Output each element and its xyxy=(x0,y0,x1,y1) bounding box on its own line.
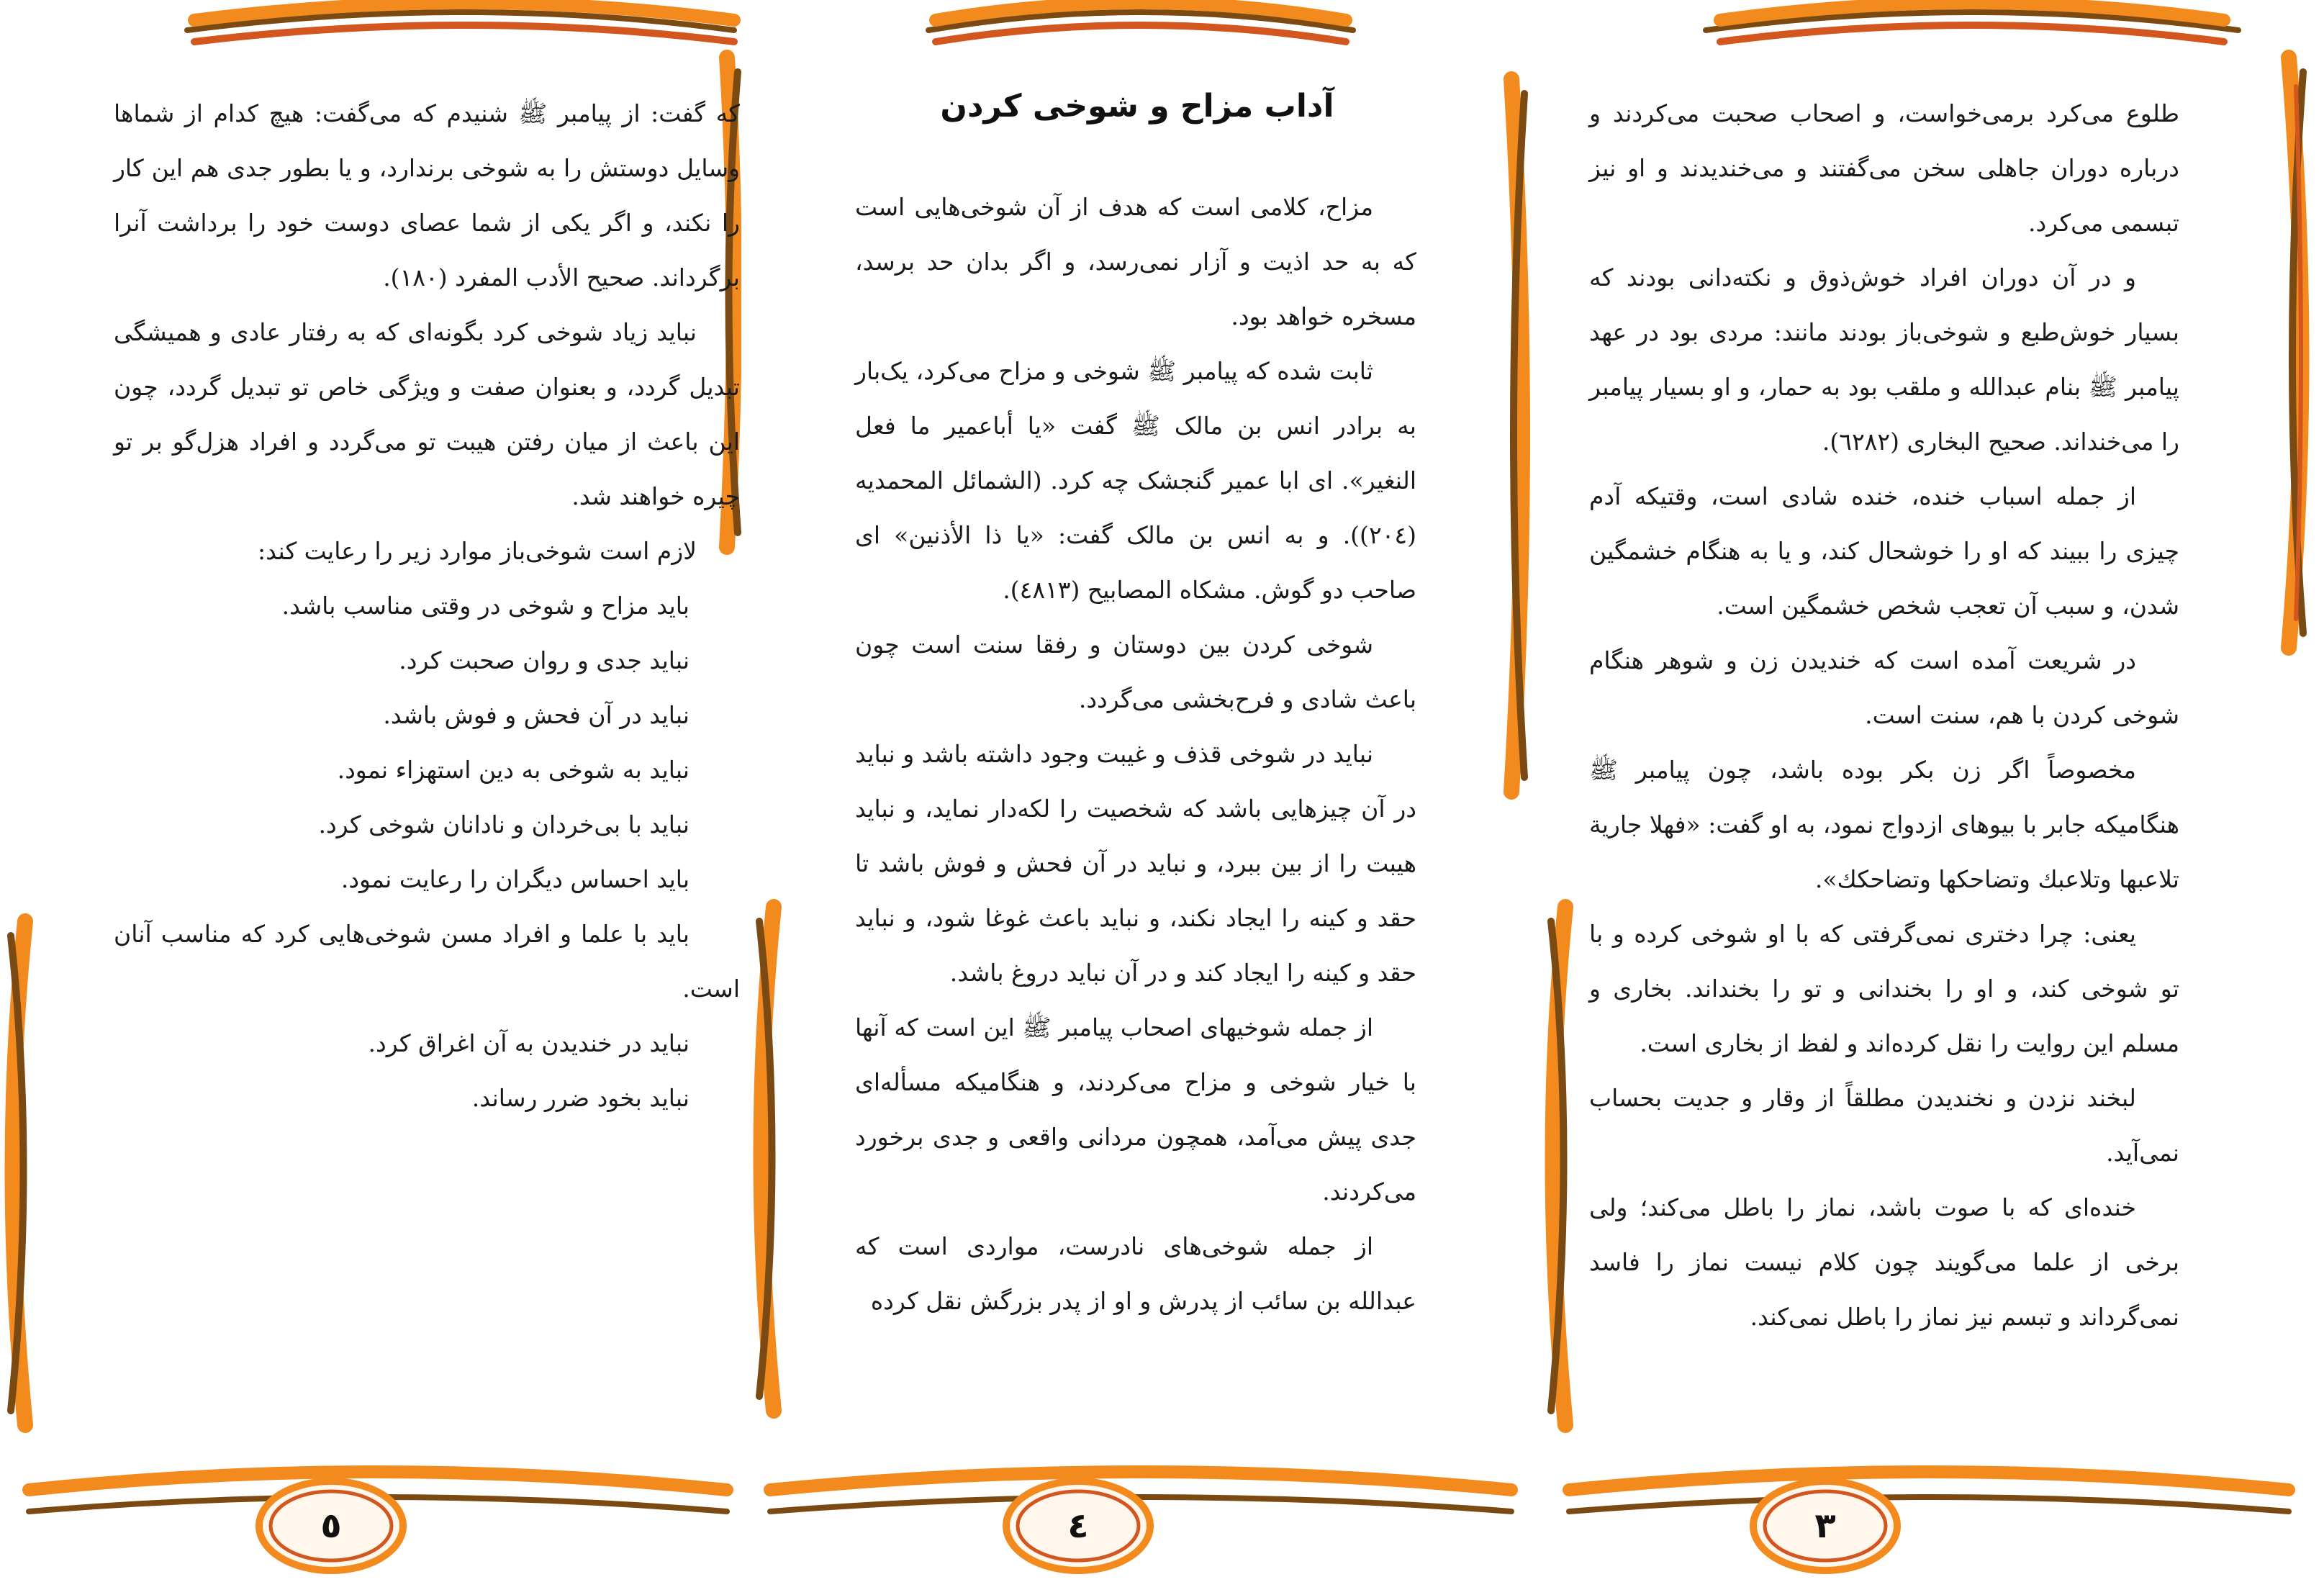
page-panel-5 xyxy=(0,0,741,1582)
paragraph: و در آن دوران افراد خوش‌ذوق و نکته‌دانی بودند که بسیار خوش‌طبع و شوخی‌باز بودند مانند: مردی بود در عهد پیامبر ﷺ بنام عبدالله و ملقب بود به حمار، و او بسیار پیامبر را می‌خنداند. صحیح البخاری (٦٢٨٢). xyxy=(1589,263,2179,456)
rule-item: نباید با بی‌خردان و نادانان شوخی کرد. xyxy=(318,810,689,839)
page-4-text xyxy=(855,180,1416,1329)
paragraph: ثابت شده که پیامبر ﷺ شوخی و مزاح می‌کرد، یک‌بار به برادر انس بن مالک ﷺ گفت «يا أباعمير ما فعل النغير». ای ابا عمیر گنجشک چه کرد. (الشمائل المحمديه (٢٠٤)). و به انس بن مالک گفت: «يا ذا الأذنين» ای صاحب دو گوش. مشکاه المصابیح (٤٨١٣). xyxy=(855,357,1416,604)
paragraph: در شریعت آمده است که خندیدن زن و شوهر هنگام شوخی کردن با هم، سنت است. xyxy=(1589,646,2179,729)
right-garland xyxy=(1511,79,1524,792)
rule-item: باید با علما و افراد مسن شوخی‌هایی کرد که مناسب آنان است. xyxy=(114,920,740,1003)
rule-item: نباید در خندیدن به آن اغراق کرد. xyxy=(368,1029,689,1057)
page-number: ٣ xyxy=(1814,1506,1836,1546)
top-garland xyxy=(928,3,1353,42)
paragraph: طلوع می‌کرد برمی‌خواست، و اصحاب صحبت می‌کردند و درباره دوران جاهلی سخن می‌گفتند و می‌خندیدند و او نیز تبسمی می‌کرد. xyxy=(1589,99,2179,237)
paragraph: که گفت: از پیامبر ﷺ شنیدم که می‌گفت: هیچ کدام از شماها وسایل دوستش را به شوخی برندارد، و یا بطور جدی هم این کار را نکند، و اگر یکی از شما عصای دوست خود را برداشت آنرا برگرداند. صحيح الأدب المفرد (١٨٠). xyxy=(114,99,740,291)
paragraph: از جمله شوخیهای اصحاب پیامبر ﷺ این است که آنها با خیار شوخی و مزاح می‌کردند، و هنگامیکه مسأله‌ای جدی پیش می‌آمد، همچون مردانی واقعی و جدی برخورد می‌کردند. xyxy=(855,1013,1416,1206)
paragraph: مزاح، کلامی است که هدف از آن شوخی‌هایی است که به حد اذیت و آزار نمی‌رسد، و اگر بدان حد برسد، مسخره خواهد بود. xyxy=(855,193,1416,330)
page-number: ٤ xyxy=(1067,1506,1089,1546)
paragraph: نباید در شوخی قذف و غیبت وجود داشته باشد و نباید در آن چیزهایی باشد که شخصیت را لکه‌دار نماید، و نباید هیبت را از بین ببرد، و نباید در آن فحش و فوش باشد تا حقد و کینه را ایجاد نکند، و نباید باعث غوغا شود، و نباید حقد و کینه را ایجاد کند و در آن نباید دروغ باشد. xyxy=(855,740,1416,987)
paragraph: مخصوصاً اگر زن بکر بوده باشد، چون پیامبر ﷺ هنگامیکه جابر با بیوهای ازدواج نمود، به او گفت: «فهلا جارية تلاعبها وتلاعبك وتضاحكها وتضاحكك». xyxy=(1589,756,2179,893)
paragraph: نباید زیاد شوخی کرد بگونه‌ای که به رفتار عادی و همیشگی تبدیل گردد، و بعنوان صفت و ویژگی خاص تو تبدیل گردد، چون این باعث از میان رفتن هیبت تو می‌گردد و افراد هزل‌گو بر تو چیره خواهند شد. xyxy=(114,318,740,510)
rule-item: نباید جدی و روان صحبت کرد. xyxy=(399,646,689,674)
bottom-garland xyxy=(1569,1472,2289,1511)
rule-item: باید احساس دیگران را رعایت نمود. xyxy=(340,865,689,893)
left-garland xyxy=(759,907,774,1411)
right-garland xyxy=(2289,58,2303,648)
paragraph: خنده‌ای که با صوت باشد، نماز را باطل می‌کند؛ ولی برخی از علما می‌گویند چون کلام نیست نماز را فاسد نمی‌گرداند و تبسم نیز نماز را باطل نمی‌کند. xyxy=(1589,1193,2179,1331)
left-garland xyxy=(11,921,25,1425)
paragraph: از جمله شوخی‌های نادرست، مواردی است که عبدالله بن سائب از پدرش و او از پدر بزرگش نقل کرده xyxy=(855,1232,1416,1315)
paragraph: یعنی: چرا دختری نمی‌گرفتی که با او شوخی کرده و با تو شوخی کند، و او را بخندانی و تو را بخنداند. بخاری و مسلم این روایت را نقل کرده‌اند و لفظ از بخاری است. xyxy=(1589,920,2179,1057)
paragraph: شوخی کردن بین دوستان و رفقا سنت است چون باعث شادی و فرح‌بخشی می‌گردد. xyxy=(855,630,1416,713)
paragraph: از جمله اسباب خنده، خنده شادی است، وقتیکه آدم چیزی را ببیند که او را خوشحال کند، و یا به هنگام خشمگین شدن، و سبب آن تعجب شخص خشمگین است. xyxy=(1589,482,2179,620)
rule-item: نباید در آن فحش و فوش باشد. xyxy=(383,701,689,729)
top-garland xyxy=(1706,3,2238,42)
paragraph: لازم است شوخی‌باز موارد زیر را رعایت کند: xyxy=(258,537,697,565)
rule-item: باید مزاح و شوخی در وقتی مناسب باشد. xyxy=(281,592,689,620)
page-number: ٥ xyxy=(320,1506,342,1546)
page-title: آداب مزاح و شوخی کردن xyxy=(940,88,1334,125)
rule-item: نباید به شوخی به دین استهزاء نمود. xyxy=(337,756,689,784)
page-5-text xyxy=(114,86,740,1126)
paragraph: لبخند نزدن و نخندیدن مطلقاً از وقار و جدیت بحساب نمی‌آید. xyxy=(1589,1084,2179,1167)
page-panel-4 xyxy=(741,0,1540,1582)
page-3-text xyxy=(1589,86,2179,1344)
top-garland xyxy=(187,3,734,42)
left-garland xyxy=(1551,907,1565,1425)
page-panel-3 xyxy=(1540,0,2324,1582)
rule-item: نباید بخود ضرر رساند. xyxy=(471,1084,689,1112)
